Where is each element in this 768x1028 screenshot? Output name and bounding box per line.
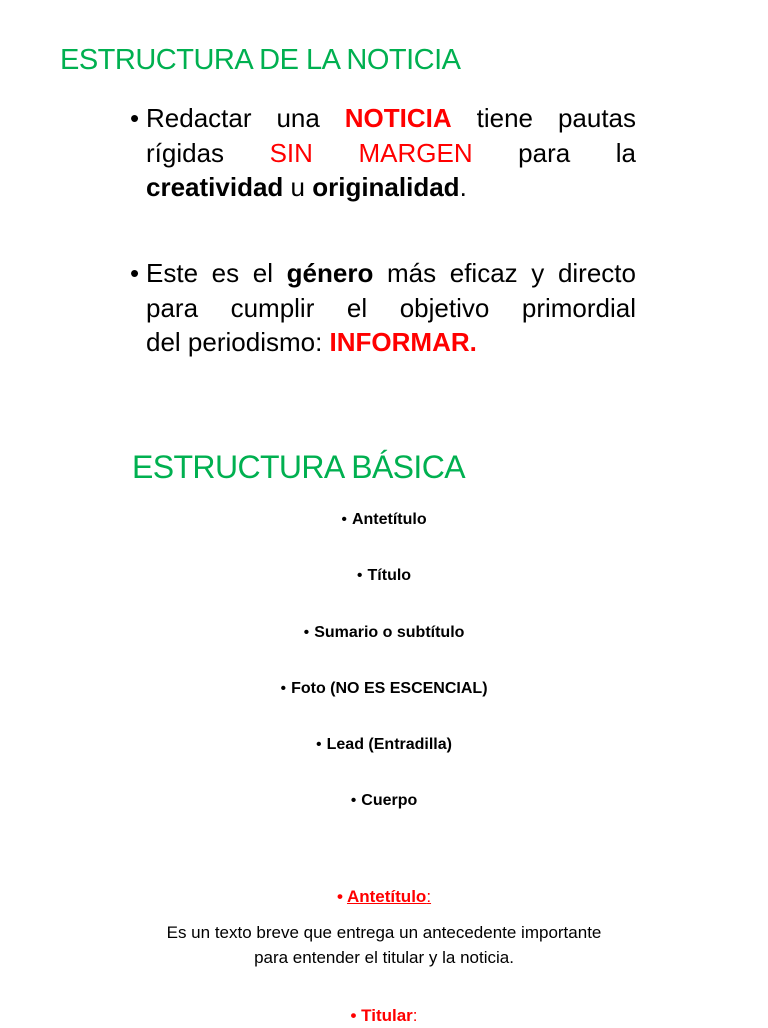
- list-item: [0, 564, 768, 620]
- term-label: Antetítulo: [346, 887, 427, 906]
- definition-titular: [0, 1004, 768, 1028]
- bullet-icon: •: [130, 258, 140, 288]
- list-item: [0, 621, 768, 677]
- bullet-icon: •: [303, 623, 310, 641]
- list-item: [0, 508, 768, 564]
- page-title: ESTRUCTURA DE LA NOTICIA: [60, 44, 461, 76]
- paragraph-noticia: [130, 101, 636, 205]
- text-run: tiene pautas: [451, 103, 637, 133]
- bullet-icon: •: [130, 103, 140, 133]
- list-item-label: Sumario o subtítulo: [314, 623, 465, 641]
- bullet-icon: •: [350, 792, 357, 810]
- text-run: .: [459, 172, 467, 202]
- bullet-icon: •: [280, 679, 287, 697]
- highlight-noticia: NOTICIA: [344, 103, 452, 133]
- section-title: ESTRUCTURA BÁSICA: [132, 449, 465, 485]
- bullet-icon: •: [350, 1006, 357, 1025]
- text-run: Este es el: [146, 258, 287, 288]
- text-run: más eficaz y directo: [373, 258, 636, 288]
- bold-originalidad: originalidad: [312, 172, 460, 202]
- paragraph-line: [146, 256, 636, 291]
- bullet-icon: •: [336, 887, 343, 906]
- list-item-label: Título: [367, 567, 412, 585]
- paragraph-line: [146, 136, 636, 171]
- list-item-label: Antetítulo: [351, 511, 427, 528]
- definition-line: Es un texto breve que entrega un antecedente importante: [166, 923, 602, 942]
- text-run: u: [283, 172, 313, 202]
- term-colon: :: [426, 887, 432, 906]
- bold-genero: género: [286, 258, 374, 288]
- text-run: para la: [472, 137, 636, 168]
- list-item-label: Lead (Entradilla): [326, 736, 452, 754]
- bullet-icon: •: [356, 567, 363, 585]
- highlight-informar: INFORMAR.: [329, 327, 477, 357]
- bullet-icon: •: [316, 736, 322, 754]
- paragraph-line: [146, 325, 636, 360]
- term-label: Titular: [361, 1006, 413, 1025]
- highlight-sin-margen: SIN MARGEN: [269, 137, 473, 168]
- text-run: rígidas: [146, 137, 270, 168]
- bold-creatividad: creatividad: [146, 172, 284, 202]
- paragraph-line: para cumplir el objetivo primordial: [146, 292, 636, 323]
- term-colon: :: [412, 1006, 418, 1025]
- text-run: Redactar una: [146, 103, 345, 133]
- list-item: [0, 789, 768, 845]
- paragraph-genero: [130, 256, 636, 360]
- structure-list: [0, 508, 768, 846]
- definition-antetitulo: [0, 885, 768, 970]
- list-item: [0, 733, 768, 789]
- definition-term: [0, 1004, 768, 1028]
- paragraph-line: [146, 101, 636, 136]
- definition-term: [0, 885, 768, 909]
- bullet-icon: •: [341, 511, 347, 528]
- definition-text: [0, 921, 768, 970]
- list-item-label: Foto (NO ES ESCENCIAL): [291, 679, 488, 697]
- text-run: del periodismo:: [146, 327, 330, 357]
- definition-line: para entender el titular y la noticia.: [254, 947, 514, 967]
- list-item: [0, 677, 768, 733]
- list-item-label: Cuerpo: [361, 792, 418, 810]
- paragraph-line: [146, 170, 636, 205]
